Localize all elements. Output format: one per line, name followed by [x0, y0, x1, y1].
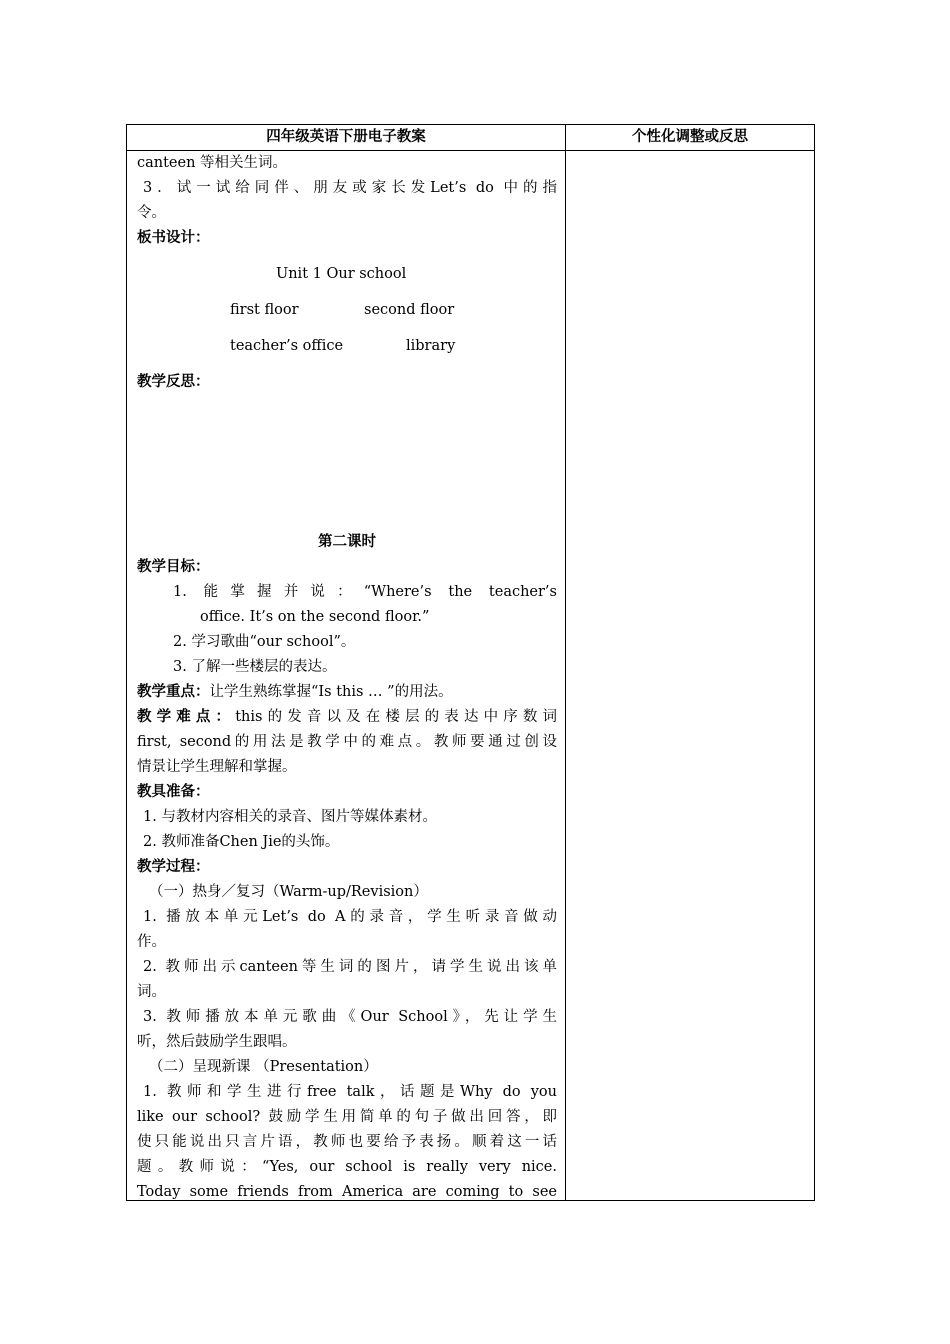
lesson-two-title: 第二课时 — [318, 534, 376, 550]
section-heading-process: 教学过程： — [137, 859, 210, 875]
board-item: teacher’s office — [230, 338, 344, 354]
difficulty-line — [137, 705, 557, 730]
process-step-heading: （二）呈现新课 （Presentation） — [149, 1059, 378, 1075]
text-line: first, second的用法是教学中的难点。教师要通过创设 — [137, 734, 557, 750]
text-line: 题。教师说：“Yes, our school is really very nice. — [137, 1159, 557, 1175]
text-line: 3．试一试给同伴、朋友或家长发Let’s do 中的指 — [143, 180, 557, 196]
goal-item: 1. 能掌握并说：“Where’s the teacher’s — [173, 584, 557, 600]
text-line: 3. 教师播放本单元歌曲《Our School》，先让学生 — [143, 1009, 557, 1025]
goal-item: 2. 学习歌曲“our school”。 — [173, 634, 356, 650]
text-line: 听，然后鼓励学生跟唱。 — [137, 1034, 297, 1050]
materials-item: 1. 与教材内容相关的录音、图片等媒体素材。 — [143, 809, 437, 825]
goal-item: 3. 了解一些楼层的表达。 — [173, 659, 337, 675]
column-divider — [565, 125, 566, 1200]
difficulty-text: this的发音以及在楼层的表达中序数词 — [235, 709, 557, 725]
section-heading-reflection: 教学反思： — [137, 374, 210, 390]
text-line: Today some friends from America are coming to see — [137, 1184, 557, 1200]
header-reflection: 个性化调整或反思 — [632, 129, 748, 145]
text-line: 词。 — [137, 984, 166, 1000]
focus-label: 教学重点： — [137, 684, 210, 700]
section-heading-board: 板书设计： — [137, 230, 210, 246]
header-lesson-plan: 四年级英语下册电子教案 — [266, 129, 426, 145]
text-line: 2. 教师出示canteen等生词的图片，请学生说出该单 — [143, 959, 557, 975]
focus-text: 让学生熟练掌握“Is this … ”的用法。 — [209, 684, 453, 700]
materials-item: 2. 教师准备Chen Jie的头饰。 — [143, 834, 340, 850]
lesson-plan-table — [126, 124, 815, 1201]
goal-item: office. It’s on the second floor.” — [200, 609, 430, 625]
text-line: 令。 — [137, 205, 166, 221]
text-line: canteen 等相关生词。 — [137, 155, 288, 171]
focus-line — [137, 680, 453, 705]
text-line: 作。 — [137, 934, 166, 950]
board-item: second floor — [364, 302, 455, 318]
text-line: 情景让学生理解和掌握。 — [137, 759, 297, 775]
section-heading-materials: 教具准备： — [137, 784, 210, 800]
text-line: 1. 教师和学生进行free talk，话题是Why do you — [143, 1084, 557, 1100]
board-title: Unit 1 Our school — [276, 266, 407, 282]
board-item: library — [406, 338, 456, 354]
difficulty-label: 教学难点： — [137, 709, 236, 725]
text-line: 1. 播放本单元Let’s do A的录音，学生听录音做动 — [143, 909, 557, 925]
text-line: like our school? 鼓励学生用简单的句子做出回答，即 — [137, 1109, 557, 1125]
board-item: first floor — [230, 302, 299, 318]
process-step-heading: （一）热身／复习（Warm-up/Revision） — [149, 884, 428, 900]
section-heading-goals: 教学目标： — [137, 559, 210, 575]
text-line: 使只能说出只言片语，教师也要给予表扬。顺着这一话 — [137, 1134, 557, 1150]
